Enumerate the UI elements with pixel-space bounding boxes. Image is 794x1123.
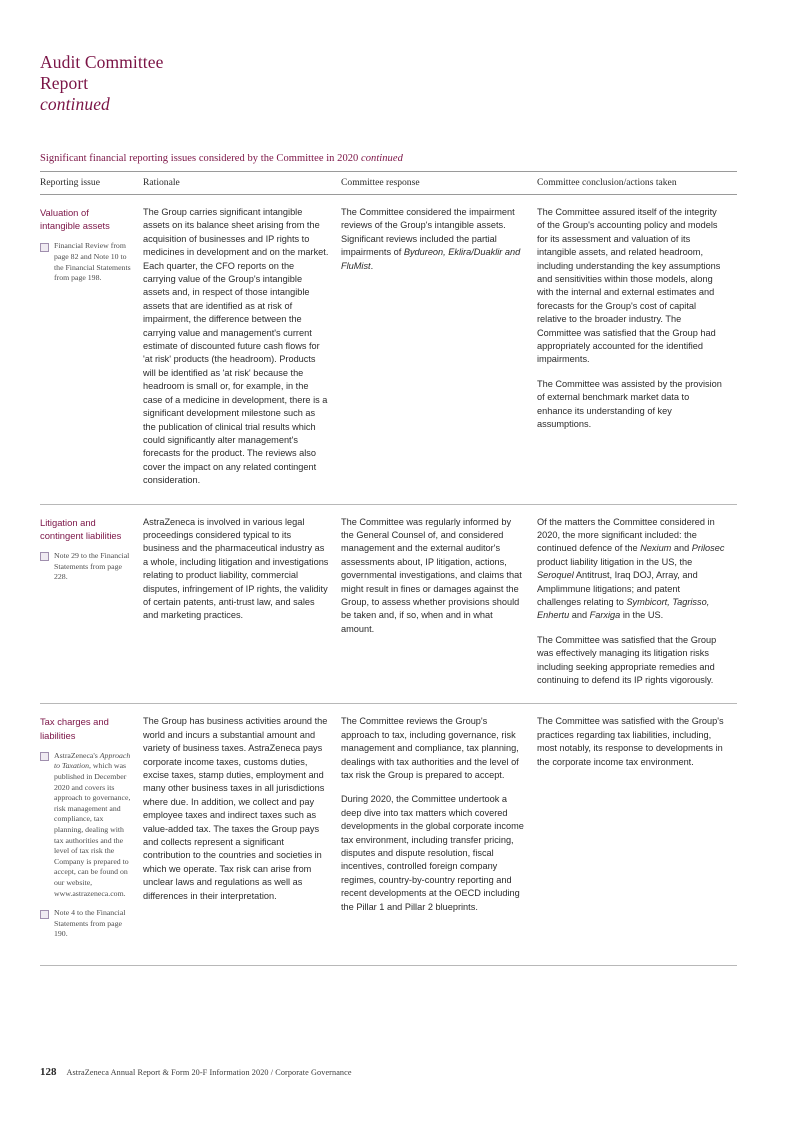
cell-rationale xyxy=(143,504,341,704)
column-header-rationale: Rationale xyxy=(143,172,341,195)
reference-text: Note 29 to the Financial Statements from page 228. xyxy=(54,550,130,582)
page-title-line-1: Audit Committee xyxy=(40,52,164,72)
cell-committee-response xyxy=(341,195,537,505)
table-row xyxy=(40,195,737,505)
cell-committee-response xyxy=(341,504,537,704)
issue-title: Tax charges and liabilities xyxy=(40,716,109,741)
conclusion-paragraph: Of the matters the Committee considered in 2020, the more significant included: the continued defence of the Nexium and Prilosec product liability litigation in the US, the Seroquel Antitrust, Iraq DOJ, Array, and Amplimmune litigations; and patent challenges relating to Symbicort, Tagrisso, Enhertu and Farxiga in the US. xyxy=(537,516,725,621)
column-header-committee-conclusion: Committee conclusion/actions taken xyxy=(537,172,737,195)
reference-item xyxy=(40,551,131,583)
cell-reporting-issue xyxy=(40,704,143,966)
conclusion-italic-symbicort: Symbicort, Tagrisso, Enhertu xyxy=(537,596,710,621)
table-row xyxy=(40,704,737,966)
rationale-paragraph: AstraZeneca is involved in various legal proceedings considered typical to its business and the pharmaceutical industry as a whole, including litigation and investigations relating to product liability, commercial disputes, infringement of IP rights, the validity of certain patents, anti-trust law, and sales and marketing practices. xyxy=(143,516,329,621)
conclusion-italic-nexium: Nexium xyxy=(640,543,672,554)
issue-title: Valuation of intangible assets xyxy=(40,207,110,232)
table-header xyxy=(40,172,737,195)
issue-references xyxy=(40,551,131,583)
cell-committee-response xyxy=(341,704,537,966)
response-paragraph: The Committee was regularly informed by the General Counsel of, and considered management and the external auditor's assessments about, IP litigation, actions, governmental investigations, and claims that might result in fines or damages against the Group, to assess whether provisions should be taken and, if so, when and in what amount. xyxy=(341,516,522,634)
conclusion-paragraph: The Committee was assisted by the provision of external benchmark market data to enhance its understanding of key assumptions. xyxy=(537,378,722,430)
issue-title: Litigation and contingent liabilities xyxy=(40,516,122,541)
reference-item xyxy=(40,908,131,940)
footer-text: AstraZeneca Annual Report & Form 20-F Information 2020 / Corporate Governance xyxy=(66,1068,352,1077)
cell-rationale xyxy=(143,195,341,505)
response-paragraph: During 2020, the Committee undertook a deep dive into tax matters which covered developments in the global corporate income tax environment, including transfer pricing, disputes and dispute resolution, fiscal incentives, controlled foreign company regimes, country-by-country reporting and recent developments at the OECD including the Pillar 1 and Pillar 2 blueprints. xyxy=(341,794,524,912)
reference-marker-icon xyxy=(40,752,49,761)
table-body xyxy=(40,195,737,966)
rationale-paragraph: The Group carries significant intangible assets on its balance sheet arising from the acquisition of businesses and IP rights to medicines in development and on the market. Each quarter, the CFO reports on the carrying value of the Group's intangible assets and, in respect of those intangible assets that are identified as at risk of impairment, the difference between the carrying value and management's current estimate of discounted future cash flows for 'at risk' products (the headroom). Products will be identified as 'at risk' because the headroom is small or, for example, in the case of a medicine in development, there is a significant development milestone such as the publication of clinical trial results which could significantly alter management's forecasts for the product. The reviews also cover the impact on any related contingent consideration. xyxy=(143,207,329,486)
cell-committee-conclusion xyxy=(537,195,737,505)
page-title-continued: continued xyxy=(40,94,110,114)
reference-item xyxy=(40,241,131,283)
response-paragraph: The Committee considered the impairment reviews of the Group's intangible assets. Significant reviews included the partial impairments of Bydureon, Eklira/Duaklir and FluMist. xyxy=(341,207,521,271)
response-italic-products: Bydureon, Eklira/Duaklir and FluMist xyxy=(341,247,521,271)
issue-references xyxy=(40,751,131,940)
reporting-issues-table xyxy=(40,171,737,966)
response-paragraph: The Committee reviews the Group's approach to tax, including governance, risk management and compliance, tax planning, dealings with tax authorities and the level of tax risk the Group is prepared to accept. xyxy=(341,716,519,781)
reference-marker-icon xyxy=(40,243,49,252)
conclusion-paragraph: The Committee was satisfied that the Group was effectively managing its litigation risks including seeking appropriate remedies and continuing to defend its IP rights vigorously. xyxy=(537,634,717,685)
conclusion-paragraph: The Committee assured itself of the integrity of the Group's accounting policy and models for its assessment and valuation of its intangible assets, and related headroom, including understanding the key assumptions and sensitivities within those models, along with the internal and external estimates and forecasts for the Group's cost of capital relative to the broader industry. The Committee was satisfied that the Group had appropriately accounted for the identified impairments. xyxy=(537,207,721,365)
cell-rationale xyxy=(143,704,341,966)
conclusion-italic-prilosec: Prilosec xyxy=(691,543,725,554)
column-header-committee-response: Committee response xyxy=(341,172,537,195)
page-title-line-2: Report xyxy=(40,73,89,93)
conclusion-italic-seroquel: Seroquel xyxy=(537,570,574,581)
rationale-paragraph: The Group has business activities around the world and incurs a substantial amount and variety of business taxes. AstraZeneca pays corporate income taxes, customs duties, excise taxes, stamp duties, employment and many other business taxes in all jurisdictions where due. In addition, we collect and pay employee taxes and indirect taxes such as value-added tax. The taxes the Group pays and collects represent a significant contribution to the countries and societies in which we operate. Tax risk can arise from unclear laws and regulations as well as differences in their interpretation. xyxy=(143,716,328,901)
cell-reporting-issue xyxy=(40,195,143,505)
page-title xyxy=(40,52,734,115)
conclusion-paragraph: The Committee was satisfied with the Group's practices regarding tax liabilities, including, most notably, its response to developments in the corporate income tax environment. xyxy=(537,716,724,767)
table-row xyxy=(40,504,737,704)
reference-marker-icon xyxy=(40,552,49,561)
page-number: 128 xyxy=(40,1066,57,1078)
section-heading-text: Significant financial reporting issues considered by the Committee in 2020 xyxy=(40,153,362,164)
reference-text: Note 4 to the Financial Statements from page 190. xyxy=(54,908,126,939)
cell-reporting-issue xyxy=(40,504,143,704)
page-footer xyxy=(40,1066,740,1078)
reference-marker-icon xyxy=(40,910,49,919)
reference-item xyxy=(40,751,131,899)
conclusion-italic-farxiga: Farxiga xyxy=(589,610,621,621)
cell-committee-conclusion xyxy=(537,504,737,704)
column-header-reporting-issue: Reporting issue xyxy=(40,172,143,195)
reference-text: Financial Review from page 82 and Note 10 to the Financial Statements from page 198. xyxy=(54,241,131,283)
reference-text: AstraZeneca's Approach to Taxation, which was published in December 2020 and covers its approach to governance, risk management and compliance, tax planning, dealing with tax authorities and the level of tax risk the Company is prepared to accept, can be found on our website, www.astrazeneca.com. xyxy=(54,750,131,898)
section-heading-continued: continued xyxy=(361,153,403,164)
reference-italic-title: Approach to Taxation xyxy=(54,750,131,771)
issue-references xyxy=(40,241,131,283)
table-header-row xyxy=(40,172,737,195)
cell-committee-conclusion xyxy=(537,704,737,966)
section-heading xyxy=(40,153,734,164)
